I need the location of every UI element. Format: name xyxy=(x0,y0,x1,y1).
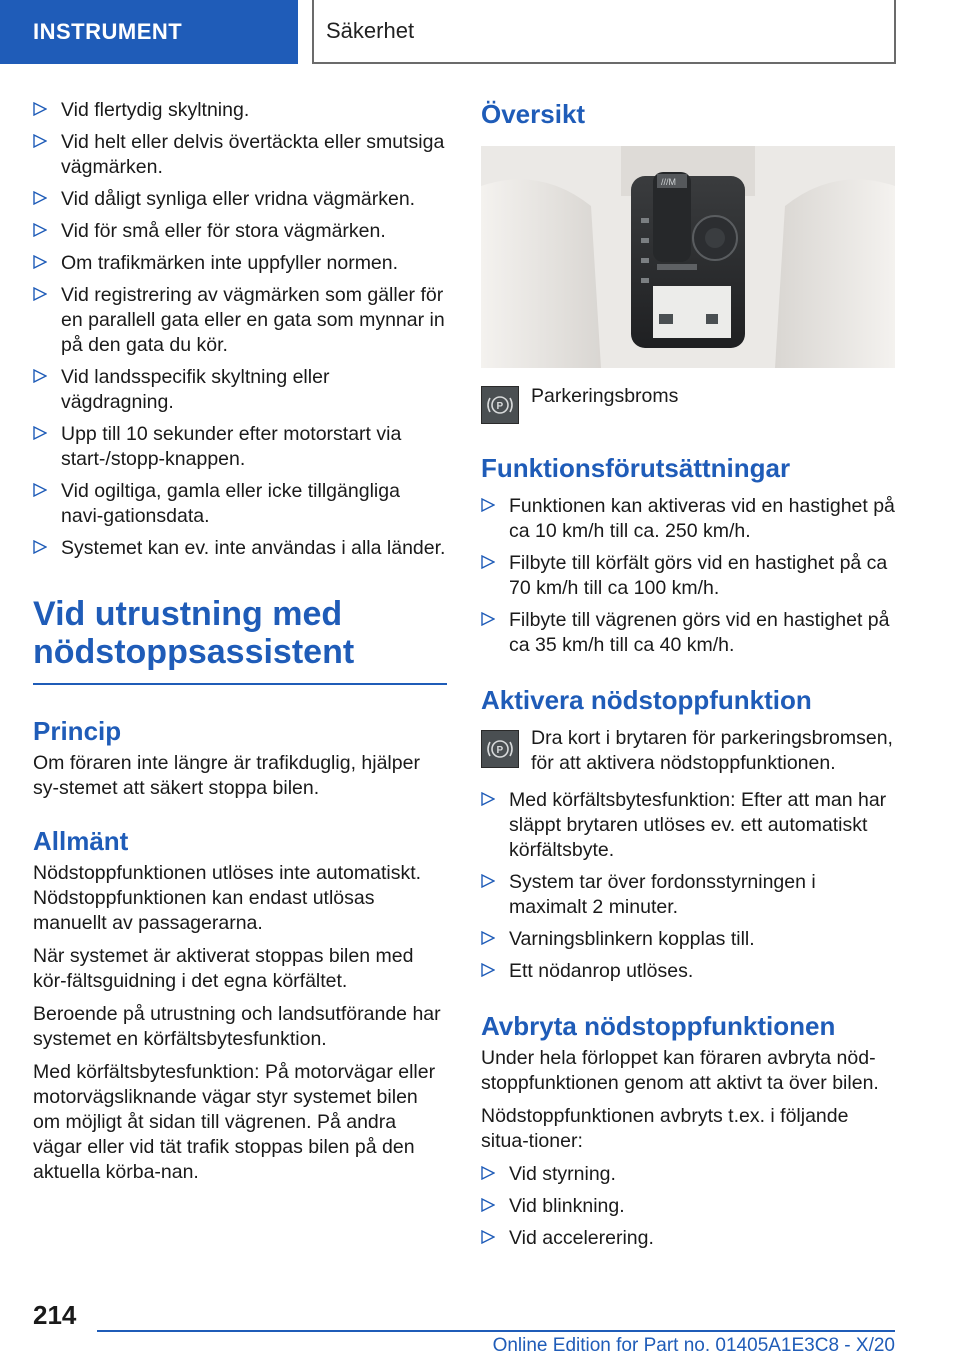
paragraph: Beroende på utrustning och landsutförande har systemet en körfältsbytesfunktion. xyxy=(33,1003,441,1050)
bullet-triangle-icon xyxy=(481,1198,495,1212)
list-item-text: Vid styrning. xyxy=(509,1163,616,1185)
allmant-heading: Allmänt xyxy=(33,826,129,856)
bullet-list-requirements xyxy=(481,494,895,658)
list-item-text: Med körfältsbytesfunktion: Efter att man har släppt brytaren utlöses ev. ett automatiskt körfältsbyte. xyxy=(509,789,887,861)
aktivera-legend xyxy=(481,726,895,776)
list-item-text: Om trafikmärken inte uppfyller normen. xyxy=(61,252,399,274)
bullet-triangle-icon xyxy=(481,931,495,945)
avbryta-heading: Avbryta nödstoppfunktionen xyxy=(481,1011,836,1041)
forutsattningar-heading: Funktionsförutsättningar xyxy=(481,453,791,483)
list-item-text: Vid dåligt synliga eller vridna vägmärken. xyxy=(61,188,416,210)
main-heading: Vid utrustning med nödstoppsassistent xyxy=(33,595,355,671)
list-item xyxy=(481,870,895,920)
list-item xyxy=(481,788,895,863)
footer-rule xyxy=(97,1330,895,1332)
bullet-list-conditions xyxy=(33,98,447,561)
list-item-text: Upp till 10 sekunder efter motorstart via start-/stopp-knappen. xyxy=(61,423,402,470)
list-item xyxy=(481,1162,895,1187)
bullet-triangle-icon xyxy=(33,369,47,383)
paragraph: När systemet är aktiverat stoppas bilen med kör-fältsguidning i det egna körfältet. xyxy=(33,945,414,992)
edition-footer: Online Edition for Part no. 01405A1E3C8 - X/20 xyxy=(492,1335,895,1356)
bullet-triangle-icon xyxy=(33,426,47,440)
svg-text:P: P xyxy=(496,745,504,756)
svg-text:P: P xyxy=(496,401,504,412)
bullet-triangle-icon xyxy=(481,963,495,977)
list-item-text: Filbyte till körfält görs vid en hastighet på ca 70 km/h till ca 100 km/h. xyxy=(509,552,888,599)
list-item-text: Vid accelerering. xyxy=(509,1227,654,1249)
bullet-triangle-icon xyxy=(481,1230,495,1244)
page-number: 214 xyxy=(33,1300,77,1330)
avbryta-paragraphs xyxy=(481,1046,895,1154)
princip-heading: Princip xyxy=(33,716,122,746)
list-item xyxy=(33,422,447,472)
list-item-text: Vid registrering av vägmärken som gäller för en parallell gata eller en gata som mynnar in på den gata du kör. xyxy=(61,284,445,356)
list-item xyxy=(33,219,447,244)
parking-brake-icon xyxy=(481,730,519,768)
list-item-text: System tar över fordonsstyrningen i maximalt 2 minuter. xyxy=(509,871,816,918)
bullet-triangle-icon xyxy=(33,287,47,301)
list-item xyxy=(33,187,447,212)
bullet-triangle-icon xyxy=(33,540,47,554)
princip-text: Om föraren inte längre är trafikduglig, hjälper sy-stemet att säkert stoppa bilen. xyxy=(33,752,420,799)
list-item-text: Funktionen kan aktiveras vid en hastighet på ca 10 km/h till ca. 250 km/h. xyxy=(509,495,895,542)
list-item-text: Systemet kan ev. inte användas i alla länder. xyxy=(61,537,446,559)
list-item xyxy=(33,536,447,561)
bullet-triangle-icon xyxy=(481,1166,495,1180)
list-item xyxy=(33,365,447,415)
bullet-triangle-icon xyxy=(481,792,495,806)
parking-brake-label: Parkeringsbroms xyxy=(531,385,679,407)
right-column xyxy=(481,98,895,1258)
list-item xyxy=(33,251,447,276)
list-item xyxy=(481,608,895,658)
list-item xyxy=(481,1194,895,1219)
bullet-list-cancel xyxy=(481,1162,895,1251)
bullet-triangle-icon xyxy=(481,555,495,569)
list-item xyxy=(33,479,447,529)
list-item xyxy=(481,959,895,984)
list-item-text: Vid helt eller delvis övertäckta eller smutsiga vägmärken. xyxy=(61,131,445,178)
paragraph: Nödstoppfunktionen utlöses inte automatiskt. Nödstoppfunktionen kan endast utlösas manuellt av passagerarna. xyxy=(33,862,422,934)
section-title: Säkerhet xyxy=(312,0,896,64)
list-item xyxy=(481,551,895,601)
list-item-text: Vid blinkning. xyxy=(509,1195,625,1217)
list-item-text: Vid ogiltiga, gamla eller icke tillgängliga navi-gationsdata. xyxy=(61,480,400,527)
list-item xyxy=(33,98,447,123)
left-column xyxy=(33,98,447,1193)
list-item xyxy=(33,130,447,180)
paragraph: Under hela förloppet kan föraren avbryta nöd-stoppfunktionen genom att aktivt ta över bilen. xyxy=(481,1047,879,1094)
bullet-triangle-icon xyxy=(33,134,47,148)
bullet-triangle-icon xyxy=(33,483,47,497)
paragraph: Med körfältsbytesfunktion: På motorvägar eller motorvägsliknande vägar styr systemet bilen om möjligt åt sidan till vägrenen. På andra vägar eller vid tät trafik stoppas bilen på den aktuella körba-nan. xyxy=(33,1061,436,1183)
list-item-text: Varningsblinkern kopplas till. xyxy=(509,928,755,950)
aktivera-instruction: Dra kort i brytaren för parkeringsbromsen, för att aktivera nödstoppfunktionen. xyxy=(531,727,893,774)
oversikt-heading: Översikt xyxy=(481,99,586,129)
bullet-triangle-icon xyxy=(33,102,47,116)
list-item-text: Filbyte till vägrenen görs vid en hastighet på ca 35 km/h till ca 40 km/h. xyxy=(509,609,890,656)
bullet-triangle-icon xyxy=(481,612,495,626)
center-console-photo xyxy=(481,146,895,368)
svg-text:///M: ///M xyxy=(661,177,676,187)
list-item xyxy=(33,283,447,358)
bullet-triangle-icon xyxy=(481,498,495,512)
parking-brake-icon xyxy=(481,386,519,424)
bullet-list-activation xyxy=(481,788,895,984)
bullet-triangle-icon xyxy=(33,191,47,205)
bullet-triangle-icon xyxy=(33,255,47,269)
heading-rule xyxy=(33,683,447,685)
list-item-text: Ett nödanrop utlöses. xyxy=(509,960,694,982)
parking-brake-legend xyxy=(481,386,895,424)
chapter-tab: INSTRUMENT xyxy=(0,0,298,64)
list-item-text: Vid landsspecifik skyltning eller vägdragning. xyxy=(61,366,330,413)
console-illustration xyxy=(481,146,895,368)
list-item xyxy=(481,927,895,952)
list-item xyxy=(481,1226,895,1251)
aktivera-heading: Aktivera nödstoppfunktion xyxy=(481,685,812,715)
list-item xyxy=(481,494,895,544)
bullet-triangle-icon xyxy=(481,874,495,888)
list-item-text: Vid flertydig skyltning. xyxy=(61,99,250,121)
allmant-paragraphs xyxy=(33,861,447,1185)
list-item-text: Vid för små eller för stora vägmärken. xyxy=(61,220,386,242)
paragraph: Nödstoppfunktionen avbryts t.ex. i följande situa-tioner: xyxy=(481,1105,849,1152)
bullet-triangle-icon xyxy=(33,223,47,237)
